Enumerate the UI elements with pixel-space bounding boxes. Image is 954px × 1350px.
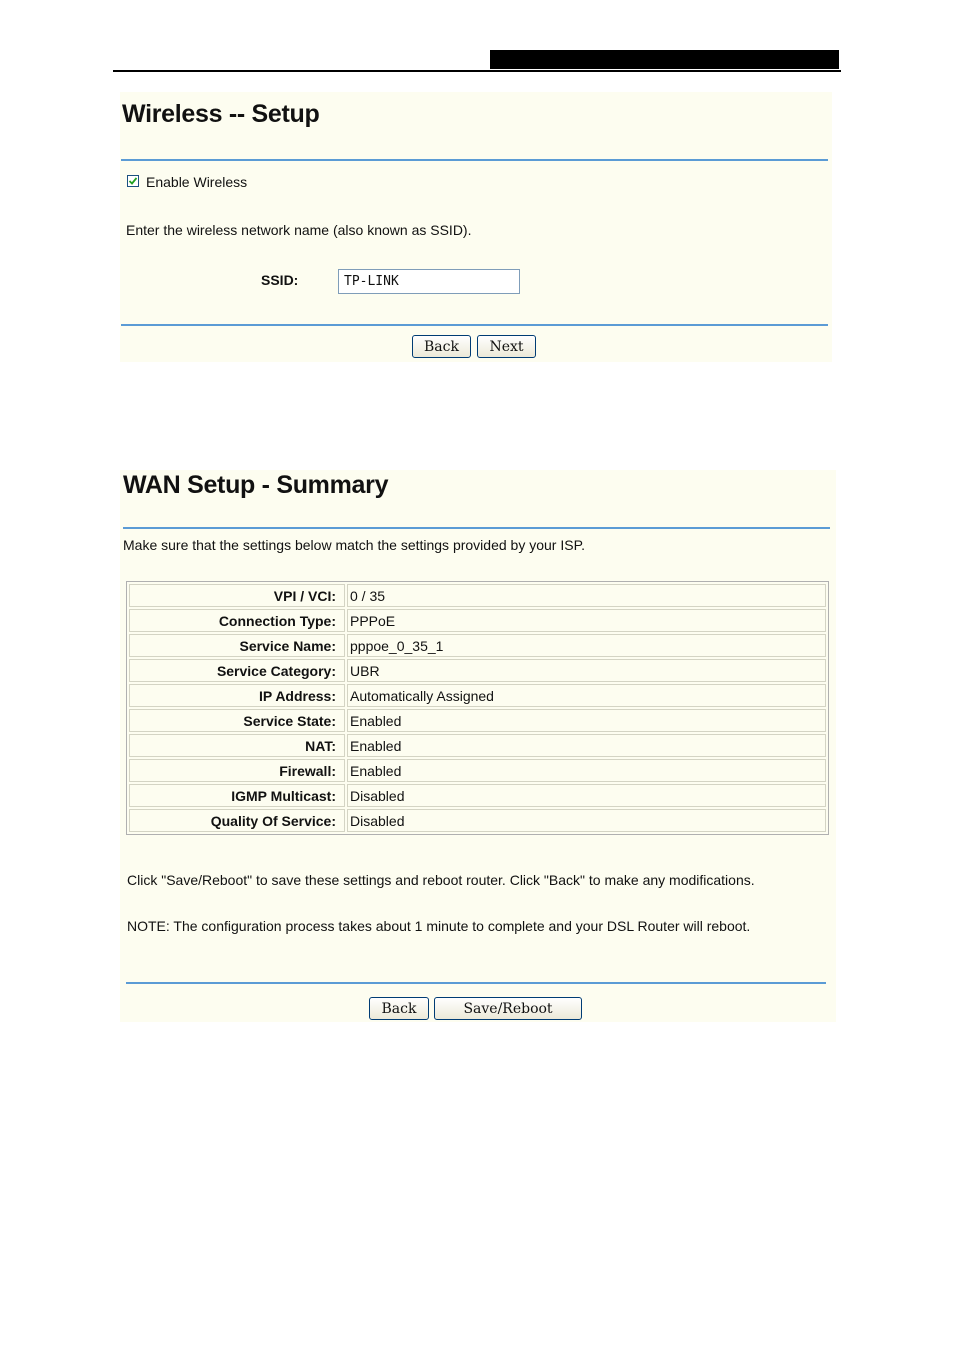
wan-summary-intro: Make sure that the settings below match the settings provided by your ISP. [123, 537, 585, 553]
checkmark-icon [128, 176, 138, 186]
summary-value: pppoe_0_35_1 [347, 634, 826, 657]
configuration-note: NOTE: The configuration process takes about 1 minute to complete and your DSL Router will reboot. [127, 918, 751, 934]
summary-label: Service Category: [129, 659, 345, 682]
wan-summary-bottom-rule [126, 982, 826, 984]
wan-summary-title-rule [123, 527, 830, 529]
wireless-title-rule [121, 159, 828, 161]
wireless-title: Wireless -- Setup [122, 100, 320, 128]
table-row [129, 809, 826, 832]
table-row [129, 759, 826, 782]
summary-value: Automatically Assigned [347, 684, 826, 707]
wan-summary-table [126, 581, 829, 835]
summary-label: NAT: [129, 734, 345, 757]
save-reboot-button[interactable]: Save/Reboot [434, 997, 582, 1020]
table-row [129, 684, 826, 707]
wan-summary-panel [120, 470, 836, 1022]
summary-value: Enabled [347, 734, 826, 757]
summary-label: Service State: [129, 709, 345, 732]
summary-label: IP Address: [129, 684, 345, 707]
table-row [129, 659, 826, 682]
save-reboot-note: Click "Save/Reboot" to save these settings and reboot router. Click "Back" to make any modifications. [127, 872, 755, 888]
table-row [129, 784, 826, 807]
wireless-back-button[interactable]: Back [412, 335, 471, 358]
summary-label: Connection Type: [129, 609, 345, 632]
summary-value: 0 / 35 [347, 584, 826, 607]
enable-wireless-label: Enable Wireless [146, 174, 248, 190]
table-row [129, 584, 826, 607]
summary-value: Enabled [347, 709, 826, 732]
summary-value: Enabled [347, 759, 826, 782]
wireless-setup-panel [120, 92, 832, 362]
table-row [129, 609, 826, 632]
header-rule [113, 70, 841, 72]
wireless-next-button[interactable]: Next [477, 335, 536, 358]
summary-label: Quality Of Service: [129, 809, 345, 832]
summary-label: Firewall: [129, 759, 345, 782]
table-row [129, 634, 826, 657]
ssid-input[interactable] [338, 269, 520, 294]
ssid-instruction: Enter the wireless network name (also known as SSID). [126, 222, 472, 238]
summary-back-button[interactable]: Back [369, 997, 429, 1020]
enable-wireless-checkbox[interactable] [127, 175, 139, 187]
summary-value: PPPoE [347, 609, 826, 632]
summary-value: Disabled [347, 809, 826, 832]
summary-label: Service Name: [129, 634, 345, 657]
ssid-label: SSID: [261, 272, 299, 288]
wan-summary-title: WAN Setup - Summary [123, 471, 389, 499]
table-row [129, 709, 826, 732]
summary-value: UBR [347, 659, 826, 682]
summary-value: Disabled [347, 784, 826, 807]
summary-label: IGMP Multicast: [129, 784, 345, 807]
wireless-bottom-rule [121, 324, 828, 326]
table-row [129, 734, 826, 757]
summary-label: VPI / VCI: [129, 584, 345, 607]
header-bar [490, 50, 839, 69]
